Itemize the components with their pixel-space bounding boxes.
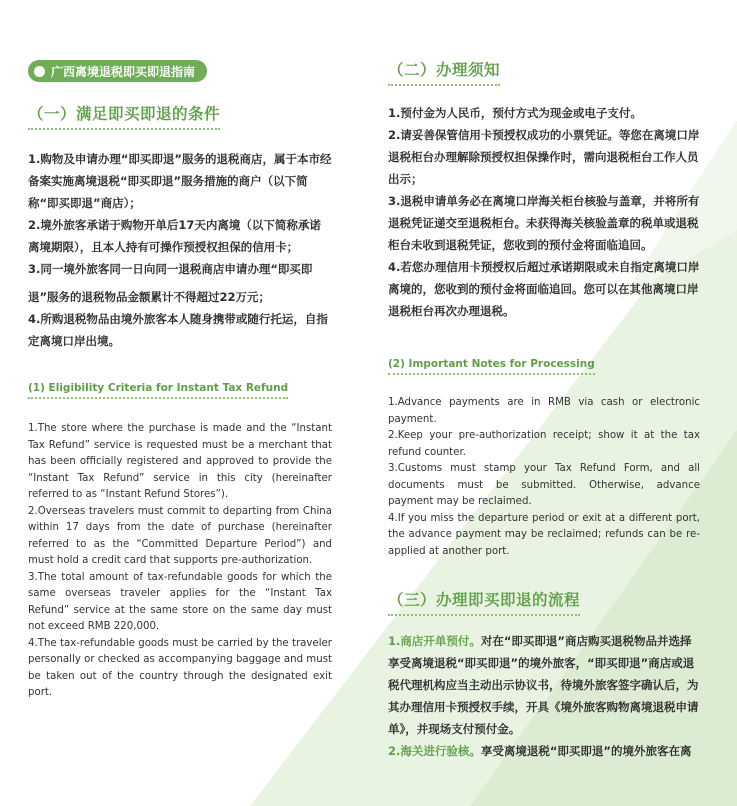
cn-item: 4.若您办理信用卡预授权后超过承诺期限或未自指定离境口岸离境的，您收到的预付金将面临追回。您可以在其他离境口岸退税柜台再次办理退税。 xyxy=(388,260,700,318)
en-item: 2.Overseas travelers must commit to departing from China within 17 days from the date of purchase (hereinafter referred to as the “Committed Departure Period”) and must hold a credit card that supports pre-authorization. xyxy=(28,505,332,566)
cn-item: 退”服务的退税物品金额累计不得超过22万元； xyxy=(28,290,271,304)
conditions-en-list xyxy=(28,421,332,702)
cn-item: 1.预付金为人民币，预付方式为现金或电子支付。 xyxy=(388,106,642,120)
step2-text: 享受离境退税“即买即退”的境外旅客在离 xyxy=(480,744,692,758)
process-step-2 xyxy=(388,740,700,762)
cn-item: 3.同一境外旅客同一日向同一退税商店申请办理“即买即 xyxy=(28,262,313,276)
step1-text: 对在“即买即退”商店购买退税物品并选择享受离境退税“即买即退”的境外旅客，“即买即退”商店或退税代理机构应当主动出示协议书，待境外旅客签字确认后，为其办理信用卡预授权手续，开具《境外旅客购物离境退税申请单》，并现场支付预付金。 xyxy=(388,634,699,736)
step1-lead: 1.商店开单预付。 xyxy=(388,634,481,648)
left-column xyxy=(28,60,332,702)
notes-cn-list xyxy=(388,102,700,322)
right-column xyxy=(388,58,700,762)
section1-title: （一）满足即买即退的条件 xyxy=(28,102,220,130)
bullet-dot-icon xyxy=(34,66,45,77)
guide-title: 广西离境退税即买即退指南 xyxy=(51,64,196,79)
process-cn-list xyxy=(388,630,700,762)
section2-en-title: (2) Important Notes for Processing xyxy=(388,358,595,375)
step2-lead: 2.海关进行验核。 xyxy=(388,744,481,758)
cn-item: 2.请妥善保管信用卡预授权成功的小票凭证。等您在离境口岸退税柜台办理解除预授权担保操作时，需向退税柜台工作人员出示； xyxy=(388,128,700,186)
guide-title-pill xyxy=(28,60,207,82)
section1-en-title: (1) Eligibility Criteria for Instant Tax Refund xyxy=(28,382,288,399)
en-item: 3.The total amount of tax-refundable goods for which the same overseas traveler applies for the “Instant Tax Refund” service at the same store on the same day must not exceed RMB 220,000. xyxy=(28,571,332,632)
process-step-1 xyxy=(388,630,700,740)
notes-en-list xyxy=(388,395,700,560)
en-item: 2.Keep your pre-authorization receipt; show it at the tax refund counter. xyxy=(388,430,700,458)
cn-item: 2.境外旅客承诺于购物开单后17天内离境（以下简称承诺离境期限），且本人持有可操作预授权担保的信用卡； xyxy=(28,218,321,254)
cn-item: 1.购物及申请办理“即买即退”服务的退税商店，属于本市经备案实施离境退税“即买即退”服务措施的商户（以下简称“即买即退”商店）； xyxy=(28,152,332,210)
en-item: 1.Advance payments are in RMB via cash or electronic payment. xyxy=(388,397,700,425)
cn-item: 4.所购退税物品由境外旅客本人随身携带或随行托运，自指定离境口岸出境。 xyxy=(28,312,328,348)
en-item: 4.If you miss the departure period or exit at a different port, the advance payment may be reclaimed; refunds can be re-applied at another port. xyxy=(388,512,700,557)
en-item: 3.Customs must stamp your Tax Refund Form, and all documents must be submitted. Otherwise, advance payment may be reclaimed. xyxy=(388,463,700,507)
en-item: 4.The tax-refundable goods must be carried by the traveler personally or checked as accompanying baggage and must be taken out of the country through the designated exit port. xyxy=(28,637,332,698)
section2-title: （二）办理须知 xyxy=(388,58,500,86)
section3-title: （三）办理即买即退的流程 xyxy=(388,588,580,616)
conditions-cn-list xyxy=(28,148,332,352)
en-item: 1.The store where the purchase is made and the “Instant Tax Refund” service is requested must be a merchant that has been officially registered and approved to provide the “Instant Tax Refund” service in this city (hereinafter referred to as “Instant Refund Stores”). xyxy=(28,423,332,500)
cn-item: 3.退税申请单务必在离境口岸海关柜台核验与盖章，并将所有退税凭证递交至退税柜台。未获得海关核验盖章的税单或退税柜台未收到退税凭证，您收到的预付金将面临追回。 xyxy=(388,194,700,252)
